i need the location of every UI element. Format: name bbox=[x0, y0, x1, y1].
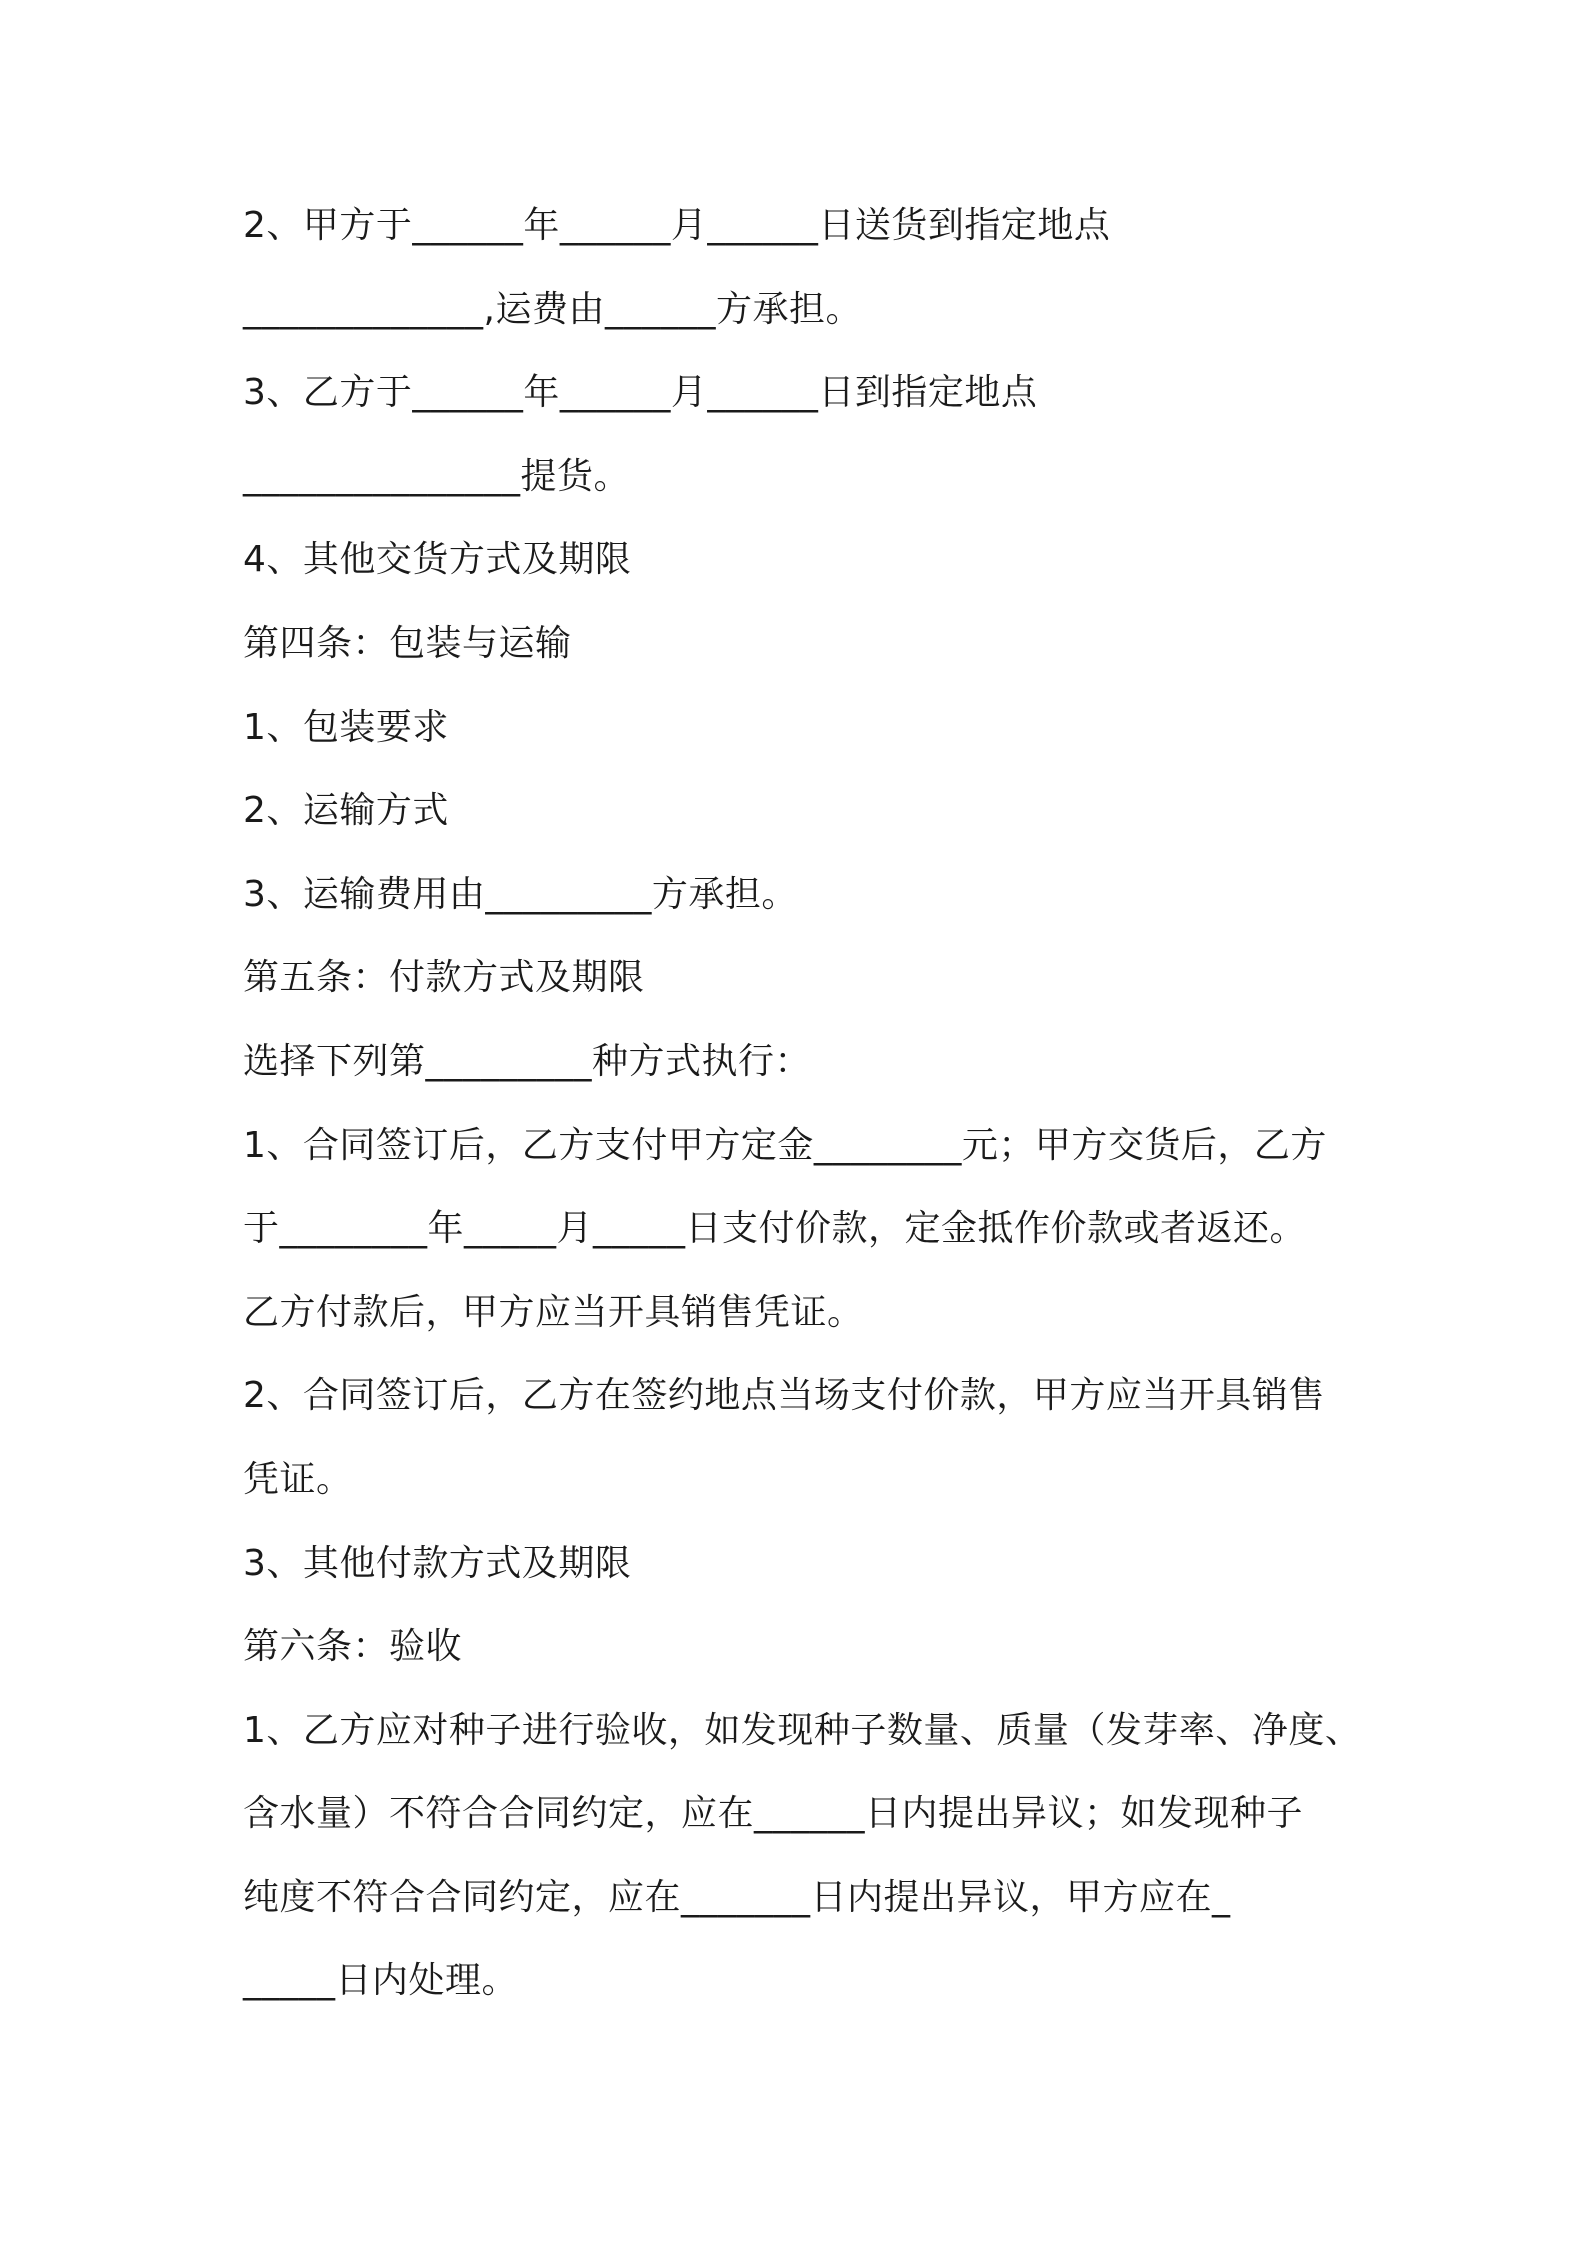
clause-5-item-3: 3、其他付款方式及期限 bbox=[243, 1543, 632, 1584]
clause-4-item-1: 1、包装要求 bbox=[243, 707, 449, 748]
clause-4-item-3: 3、运输费用由_________方承担。 bbox=[243, 874, 798, 915]
clause-4-item-2: 2、运输方式 bbox=[243, 790, 449, 831]
clause-5-heading: 第五条：付款方式及期限 bbox=[243, 957, 645, 998]
clause-3-item-2-line-2: _____________,运费由______方承担。 bbox=[243, 289, 862, 330]
clause-5-item-1-line-3: 乙方付款后，甲方应当开具销售凭证。 bbox=[243, 1292, 864, 1333]
clause-5-item-2-line-2: 凭证。 bbox=[243, 1459, 353, 1500]
clause-3-item-2-line-1: 2、甲方于______年______月______日送货到指定地点 bbox=[243, 205, 1111, 246]
clause-6-item-1-line-4: _____日内处理。 bbox=[243, 1960, 519, 2001]
clause-5-item-1-line-2: 于________年_____月_____日支付价款，定金抵作价款或者返还。 bbox=[243, 1208, 1307, 1249]
clause-5-intro: 选择下列第_________种方式执行： bbox=[243, 1041, 812, 1082]
clause-6-item-1-line-2: 含水量）不符合合同约定，应在______日内提出异议；如发现种子 bbox=[243, 1793, 1304, 1834]
clause-5-item-1-line-1: 1、合同签订后，乙方支付甲方定金________元；甲方交货后，乙方 bbox=[243, 1125, 1327, 1166]
clause-3-item-3-line-2: _______________提货。 bbox=[243, 456, 631, 497]
clause-3-item-3-line-1: 3、乙方于______年______月______日到指定地点 bbox=[243, 372, 1038, 413]
clause-4-heading: 第四条：包装与运输 bbox=[243, 623, 572, 664]
clause-6-heading: 第六条：验收 bbox=[243, 1626, 463, 1667]
clause-6-item-1-line-1: 1、乙方应对种子进行验收，如发现种子数量、质量（发芽率、净度、 bbox=[243, 1710, 1362, 1751]
clause-6-item-1-line-3: 纯度不符合合同约定，应在_______日内提出异议，甲方应在_ bbox=[243, 1877, 1231, 1918]
clause-5-item-2-line-1: 2、合同签订后，乙方在签约地点当场支付价款，甲方应当开具销售 bbox=[243, 1375, 1325, 1416]
clause-3-item-4: 4、其他交货方式及期限 bbox=[243, 539, 632, 580]
